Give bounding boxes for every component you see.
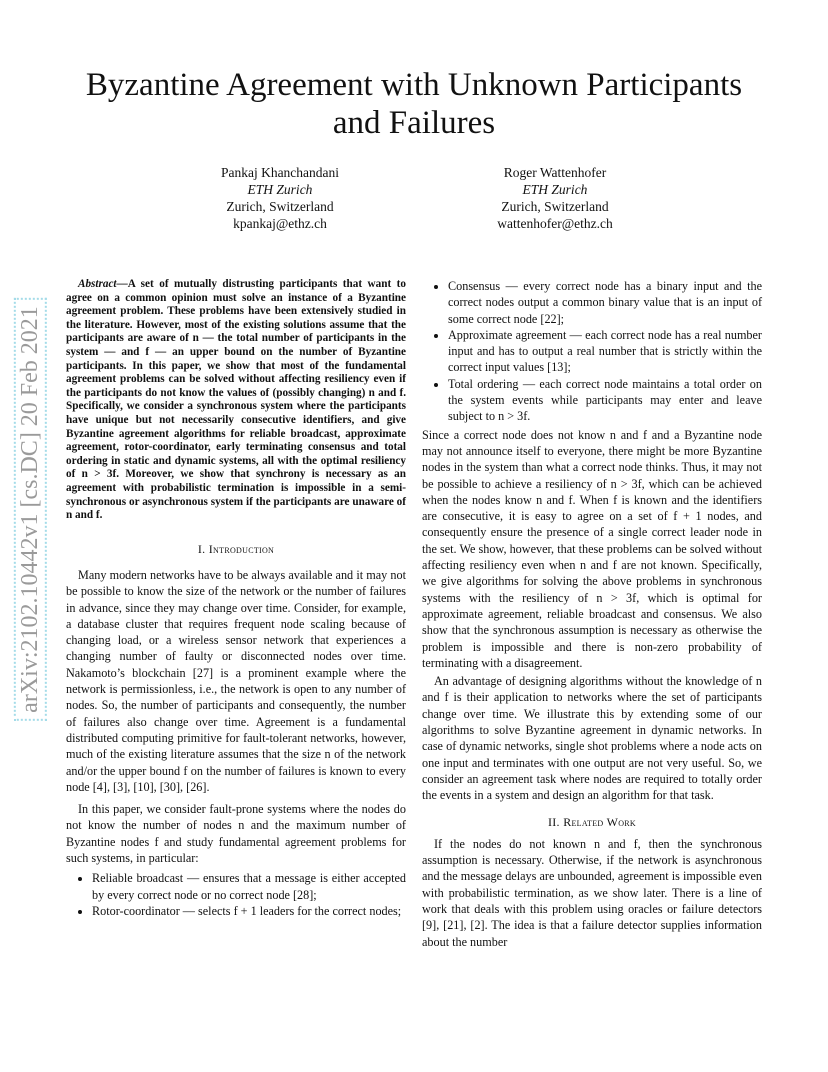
section-title: Related Work [563,814,637,829]
abstract-lead: Abstract [78,278,117,290]
problem-list [422,278,762,425]
list-item: • Total ordering — each correct node maintains a total order on the system events while participants may enter and leave subject to n > 3f. [448,376,762,425]
paragraph: An advantage of designing algorithms without the knowledge of n and f is their application to networks where the set of participants change over time. We illustrate this by extending some of our algorithms to solve Byzantine agreement in dynamic networks. In case of dynamic networks, single shot problems where a node acts on one input and terminates with one output are not very useful. So, we consider an agreement task where nodes are required to totally order the events in a system and design an algorithm for that task. [422,674,762,803]
problem-list [66,870,406,919]
section-heading-introduction [66,541,406,557]
abstract [66,278,406,523]
list-item: • Consensus — every correct node has a binary input and the correct nodes output a common binary value that is an input of some correct node [22]; [448,278,762,327]
section-number: II. [547,814,560,829]
arxiv-stamp-text: arXiv:2102.10442v1 [cs.DC] 20 Feb 2021 [14,298,47,721]
list-item: • Approximate agreement — each correct node has a real number input and has to output a real number that is strictly within the correct input values [13]; [448,327,762,376]
left-column [66,278,406,919]
arxiv-stamp [12,254,48,764]
author-location: Zurich, Switzerland [226,199,334,214]
paragraph: Many modern networks have to be always available and it may not be possible to know the size of the network or the number of failures in advance, since they may change over time. Consider, for example, a database cluster that requires frequent node scaling because of changing load, or a wireless sensor network that experiences a changing number of faulty or disconnected nodes over time. Nakamoto’s blockchain [27] is a prominent example where the network is permissionless, i.e., the network is open to any number of nodes. So, the number of participants and consequently, the number of failures also change over time. Agreement is a fundamental distributed computing primitive for fault-tolerant networks, however, much of the existing literature assumes that the size n of the network and/or the upper bound f on the number of failures is known to every node [4], [3], [10], [30], [26]. [66,567,406,794]
list-item: • Reliable broadcast — ensures that a message is either accepted by every correct node or no correct node [28]; [92,870,406,903]
paper-title: Byzantine Agreement with Unknown Participants and Failures [85,67,743,141]
author-name: Pankaj Khanchandani [220,165,340,180]
author-block [465,164,645,232]
paragraph: Since a correct node does not know n and f and a Byzantine node may not announce itself to everyone, there might be more Byzantine nodes in the system than what a correct node thinks. Thus, it may not be possible to achieve a resiliency of n > 3f, which can be achieved when the nodes know n and f. When f is known and the identifiers are consecutive, it is easy to agree on a set of f + 1 nodes, and consequently ensure the presence of a single correct leader node in the set. We show, however, that these problems can be solved without affecting resiliency even when n and f are not known. Specifically, we give algorithms for solving the above problems in synchronous systems with the resiliency of n > 3f, which is optimal for approximate agreement, reliable broadcast and consensus. We also show that the synchronous assumption is necessary as otherwise the problem is impossible and there is non-zero probability of terminating with a disagreement. [422,427,762,670]
paragraph: If the nodes do not known n and f, then the synchronous assumption is necessary. Otherwise, if the network is asynchronous and the message delays are unbounded, agreement is impossible even with probabilistic termination, as we show later. There is a line of work that deals with this problem using oracles or failure detectors [9], [21], [2]. The idea is that a failure detector supplies information about the number [422,836,762,949]
author-email: wattenhofer@ethz.ch [497,216,613,231]
author-affiliation: ETH Zurich [247,182,313,197]
paragraph: In this paper, we consider fault-prone systems where the nodes do not know the number of nodes n and the maximum number of Byzantine nodes f and study fundamental agreement problems for such systems, in particular: [66,802,406,866]
author-email: kpankaj@ethz.ch [233,216,327,231]
list-item: • Rotor-coordinator — selects f + 1 leaders for the correct nodes; [92,903,406,919]
section-heading-related-work [422,814,762,830]
section-number: I. [197,541,206,556]
author-name: Roger Wattenhofer [503,165,607,180]
author-affiliation: ETH Zurich [522,182,588,197]
right-column [422,278,762,950]
author-location: Zurich, Switzerland [501,199,609,214]
author-block [190,164,370,232]
abstract-text: —A set of mutually distrusting participants that want to agree on a common opinion must solve an instance of a Byzantine agreement problem. These problems have been extensively studied in the literature. However, most of the existing solutions assume that the participants are aware of n — the total number of participants in the system — and f — an upper bound on the number of Byzantine participants. In this paper, we show that most of the fundamental agreement problems can be solved without affecting resiliency even if the participants do not know the values of (possibly changing) n and f. Specifically, we consider a synchronous system where the participants have unique but not necessarily consecutive identifiers, and give Byzantine agreement algorithms for reliable broadcast, approximate agreement, rotor-coordinator, early terminating consensus and total ordering in static and dynamic systems, all with the optimal resiliency of n > 3f. Moreover, we show that synchrony is necessary as an agreement with probabilistic termination is impossible in a semi-synchronous or asynchronous system if the participants are unaware of n and f. [66,278,406,522]
section-title: Introduction [208,541,275,556]
